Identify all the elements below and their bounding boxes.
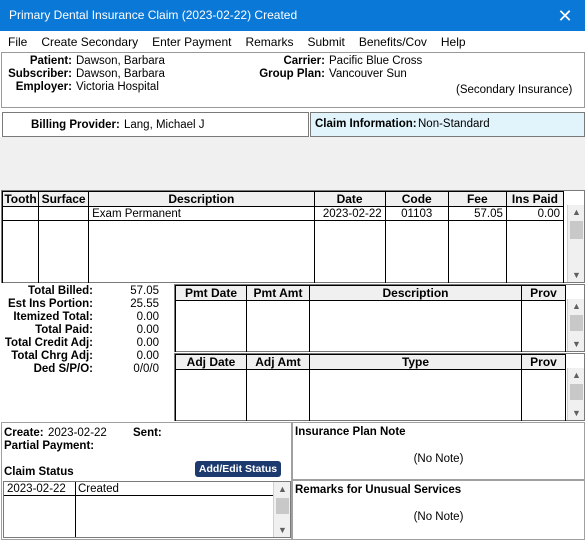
insurance-type: (Secondary Insurance) (456, 84, 573, 96)
col-code[interactable]: Code (385, 192, 448, 207)
col-adj-amt[interactable]: Adj Amt (247, 355, 310, 370)
menu-create-secondary[interactable]: Create Secondary (41, 34, 139, 49)
procedures-table (2, 191, 564, 283)
menu-remarks[interactable]: Remarks (245, 34, 294, 49)
cell-date: 2023-02-22 (314, 207, 385, 221)
chevron-down-icon[interactable]: ▼ (278, 525, 287, 535)
payments-header-row (176, 286, 566, 301)
chevron-up-icon[interactable]: ▲ (572, 301, 581, 311)
create-label: Create: (4, 427, 44, 439)
close-icon[interactable]: ✕ (557, 5, 573, 26)
claim-information-value: Non-Standard (418, 118, 490, 130)
payments-table (175, 285, 566, 352)
col-fee[interactable]: Fee (448, 192, 506, 207)
col-adj-type[interactable]: Type (310, 355, 522, 370)
title-bar (0, 0, 585, 31)
menu-submit[interactable]: Submit (307, 34, 345, 49)
adjustments-table (175, 354, 566, 421)
billing-provider-value: Lang, Michael J (124, 119, 205, 131)
col-surface[interactable]: Surface (39, 192, 89, 207)
scroll-thumb[interactable] (276, 498, 289, 514)
total-credit-adj-value: 0.00 (136, 337, 159, 349)
sent-label: Sent: (133, 427, 162, 439)
col-tooth[interactable]: Tooth (4, 192, 37, 206)
cell-surface (39, 207, 89, 221)
payments-empty-row (176, 301, 566, 352)
patient-label: Patient: (29, 55, 72, 67)
col-pmt-prov[interactable]: Prov (522, 286, 566, 301)
claim-status-list (3, 481, 291, 538)
est-ins-portion-label: Est Ins Portion: (8, 298, 93, 310)
col-pmt-date[interactable]: Pmt Date (176, 286, 247, 301)
billing-provider-box (2, 112, 309, 137)
cell-ins-paid: 0.00 (506, 207, 563, 221)
remarks-text: (No Note) (413, 511, 464, 523)
menu-bar (0, 31, 585, 52)
partial-payment-label: Partial Payment: (4, 440, 95, 452)
col-adj-date[interactable]: Adj Date (176, 355, 247, 370)
list-item[interactable] (4, 482, 274, 496)
adjustments-panel (174, 353, 585, 421)
scroll-thumb[interactable] (570, 221, 583, 239)
chevron-down-icon[interactable]: ▼ (572, 408, 581, 418)
table-row[interactable] (3, 207, 564, 221)
itemized-total-label: Itemized Total: (13, 311, 93, 323)
insurance-plan-note-label: Insurance Plan Note (295, 426, 406, 438)
cell-description: Exam Permanent (89, 207, 314, 221)
claim-header-info (1, 52, 585, 108)
cell-tooth (3, 207, 39, 221)
col-description[interactable]: Description (89, 192, 314, 207)
remarks-label: Remarks for Unusual Services (295, 484, 462, 496)
carrier-label: Carrier: (283, 55, 325, 67)
claim-status-label: Claim Status (4, 466, 74, 478)
total-billed-value: 57.05 (130, 285, 159, 297)
procedures-scrollbar[interactable] (567, 205, 584, 282)
status-date: 2023-02-22 (7, 483, 66, 495)
col-ins-paid[interactable]: Ins Paid (506, 192, 563, 207)
menu-enter-payment[interactable]: Enter Payment (152, 34, 232, 49)
status-text: Created (78, 483, 119, 495)
claim-information-label: Claim Information: (315, 118, 417, 130)
remarks-panel (292, 480, 585, 540)
procedures-panel (1, 190, 585, 283)
total-credit-adj-label: Total Credit Adj: (4, 337, 93, 349)
insurance-plan-note-text: (No Note) (413, 453, 464, 465)
menu-help[interactable]: Help (440, 34, 466, 49)
cell-fee: 57.05 (448, 207, 506, 221)
scroll-thumb[interactable] (570, 384, 583, 400)
adjustments-scrollbar[interactable] (567, 368, 584, 420)
cell-code: 01103 (385, 207, 448, 221)
chevron-down-icon[interactable]: ▼ (572, 339, 581, 349)
add-edit-status-button[interactable]: Add/Edit Status (195, 461, 281, 477)
menu-benefits-cov[interactable]: Benefits/Cov (358, 34, 427, 49)
totals-panel (1, 284, 174, 421)
carrier-value: Pacific Blue Cross (329, 55, 423, 67)
chevron-down-icon[interactable]: ▼ (572, 270, 581, 280)
chevron-up-icon[interactable]: ▲ (278, 484, 287, 494)
chevron-up-icon[interactable]: ▲ (572, 207, 581, 217)
spacer-band (0, 137, 585, 190)
chevron-up-icon[interactable]: ▲ (572, 370, 581, 380)
ded-spo-value: 0/0/0 (133, 363, 159, 375)
col-pmt-description[interactable]: Description (310, 286, 522, 301)
col-pmt-amt[interactable]: Pmt Amt (247, 286, 310, 301)
insurance-plan-note-panel (292, 422, 585, 480)
ded-spo-label: Ded S/P/O: (33, 363, 93, 375)
total-paid-label: Total Paid: (35, 324, 93, 336)
create-date: 2023-02-22 (48, 427, 107, 439)
est-ins-portion-value: 25.55 (130, 298, 159, 310)
employer-value: Victoria Hospital (76, 81, 159, 93)
total-billed-label: Total Billed: (28, 285, 93, 297)
status-scrollbar[interactable] (273, 482, 290, 537)
itemized-total-value: 0.00 (136, 311, 159, 323)
col-date[interactable]: Date (314, 192, 385, 207)
group-plan-label: Group Plan: (259, 68, 325, 80)
table-row-empty (3, 221, 564, 283)
total-paid-value: 0.00 (136, 324, 159, 336)
billing-provider-label: Billing Provider: (31, 119, 120, 131)
patient-value: Dawson, Barbara (76, 55, 165, 67)
adjustments-header-row (176, 355, 566, 370)
claim-status-panel (1, 422, 292, 540)
subscriber-value: Dawson, Barbara (76, 68, 165, 80)
col-adj-prov[interactable]: Prov (522, 355, 566, 370)
payments-panel (174, 284, 585, 352)
scroll-thumb[interactable] (570, 315, 583, 331)
total-chrg-adj-value: 0.00 (136, 350, 159, 362)
employer-label: Employer: (15, 81, 72, 93)
procedures-header-row (3, 192, 564, 207)
menu-file[interactable]: File (8, 34, 28, 49)
claim-information-box (310, 112, 585, 137)
window-title: Primary Dental Insurance Claim (2023-02-22) Created (9, 8, 298, 22)
subscriber-label: Subscriber: (8, 68, 72, 80)
payments-scrollbar[interactable] (567, 299, 584, 351)
group-plan-value: Vancouver Sun (329, 68, 407, 80)
total-chrg-adj-label: Total Chrg Adj: (11, 350, 93, 362)
adjustments-empty-row (176, 370, 566, 421)
